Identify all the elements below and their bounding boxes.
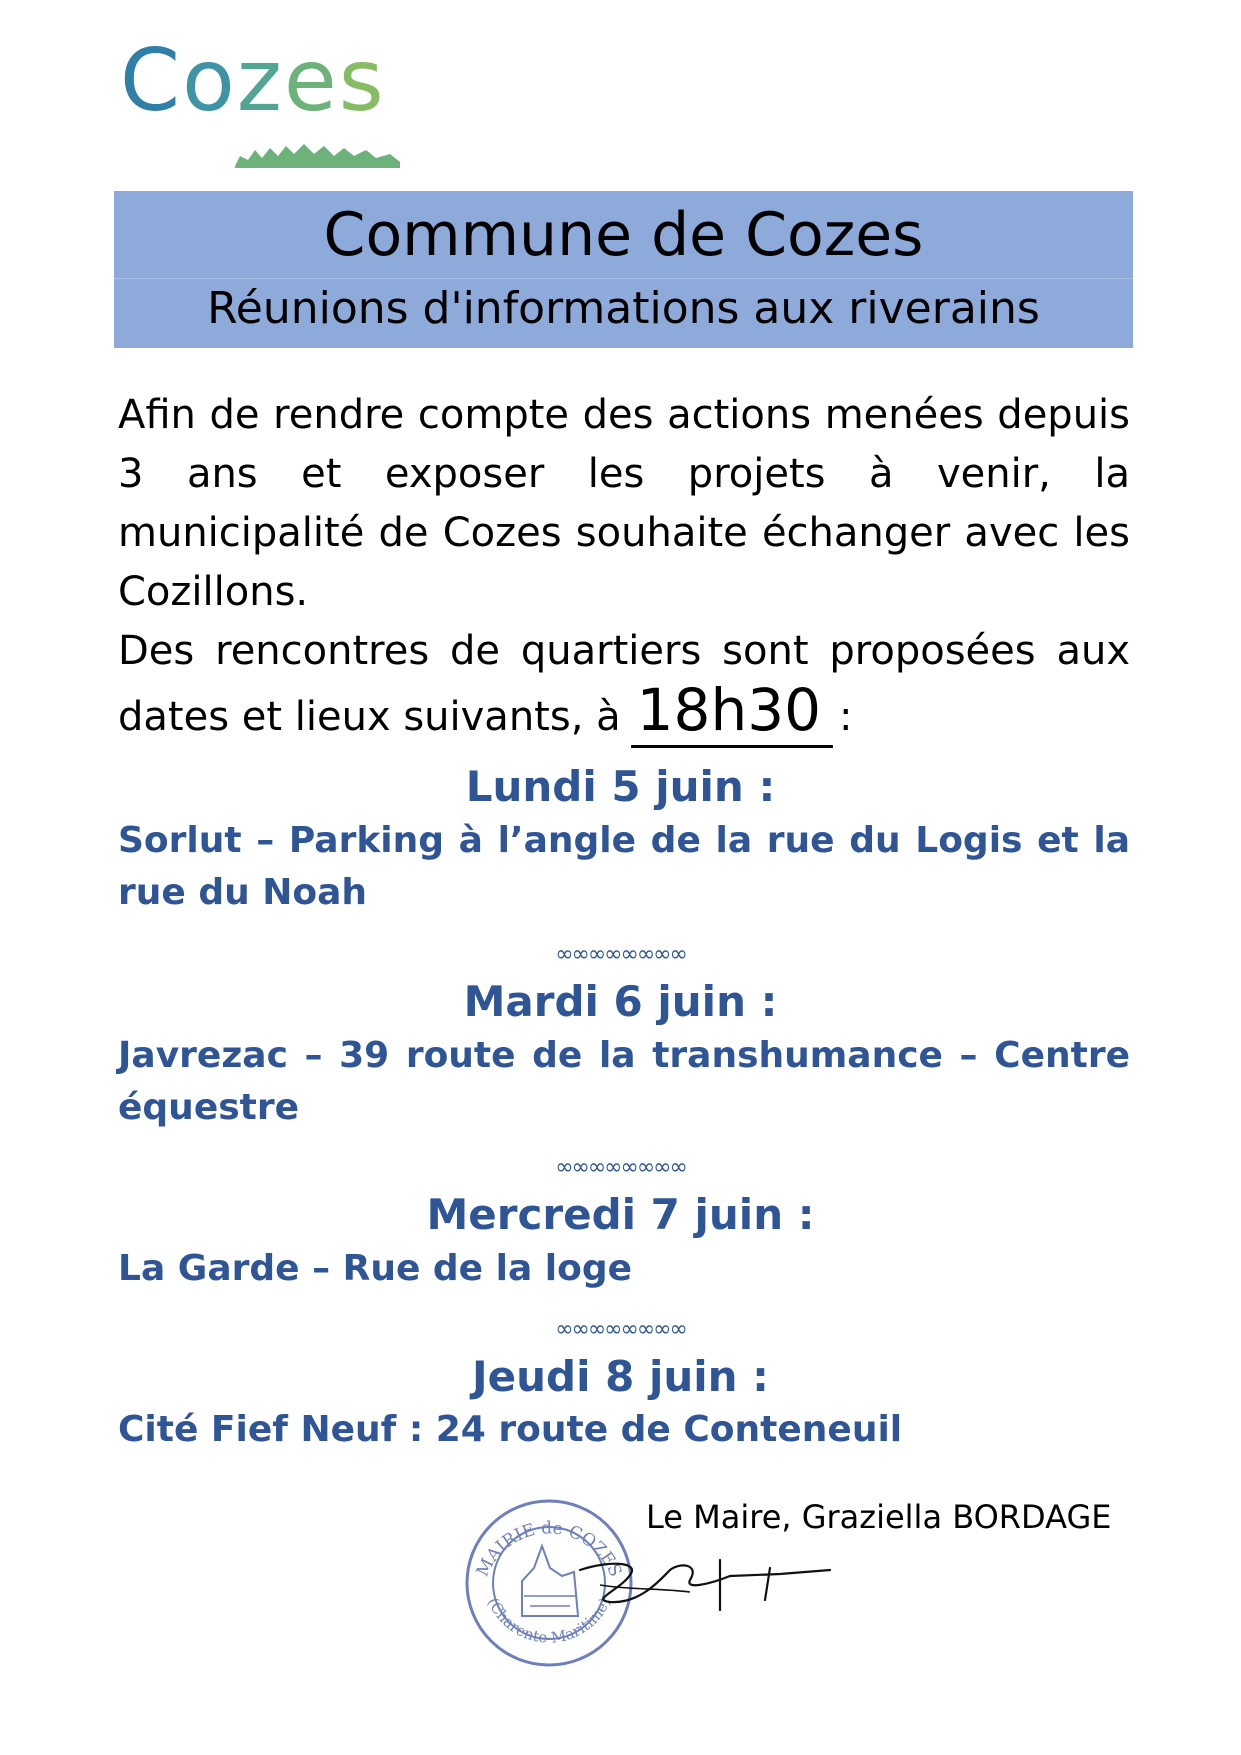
intro-paragraph-2 [118, 622, 1130, 748]
intro-paragraph-2-start: Des rencontres de quartiers sont proposées aux dates et lieux suivants, à [118, 628, 1130, 740]
logo-skyline-icon [120, 31, 410, 168]
svg-text:(Charente-Maritime): (Charente-Maritime) [483, 1594, 615, 1647]
separator-2: ∞∞∞∞∞∞∞∞ [555, 1155, 686, 1180]
intro-paragraph-2-end: : [839, 694, 853, 740]
cozes-logo [120, 31, 410, 168]
separator-3: ∞∞∞∞∞∞∞∞ [555, 1317, 686, 1342]
meeting-day-4: Jeudi 8 juin : [472, 1352, 769, 1401]
intro-text [118, 386, 1130, 748]
svg-text:MAIRIE de COZES: MAIRIE de COZES [472, 1518, 626, 1580]
page-title: Commune de Cozes [323, 200, 924, 270]
page-subtitle: Réunions d'informations aux riverains [207, 283, 1040, 334]
meeting-place-3: La Garde – Rue de la loge [118, 1248, 633, 1289]
meeting-day-3: Mercredi 7 juin : [426, 1190, 815, 1239]
meeting-place-2: Javrezac – 39 route de la transhumance – Centre équestre [118, 1035, 1130, 1128]
handwritten-signature-icon [570, 1540, 870, 1630]
separator-1: ∞∞∞∞∞∞∞∞ [555, 942, 686, 967]
header-divider [114, 278, 1133, 279]
meeting-place-1: Sorlut – Parking à l’angle de la rue du Logis et la rue du Noah [118, 820, 1130, 913]
intro-paragraph-1: Afin de rendre compte des actions menées depuis 3 ans et exposer les projets à venir, la municipalité de Cozes souhaite échanger avec les Cozillons. [118, 392, 1130, 615]
meeting-day-2: Mardi 6 juin : [463, 977, 778, 1026]
meeting-time: 18h30 [631, 681, 833, 748]
logo-text: Cozes [120, 31, 386, 131]
header-band [114, 191, 1133, 348]
signer-name: Le Maire, Graziella BORDAGE [646, 1498, 1112, 1536]
meeting-place-4: Cité Fief Neuf : 24 route de Conteneuil [118, 1409, 903, 1450]
meeting-day-1: Lundi 5 juin : [465, 762, 776, 811]
